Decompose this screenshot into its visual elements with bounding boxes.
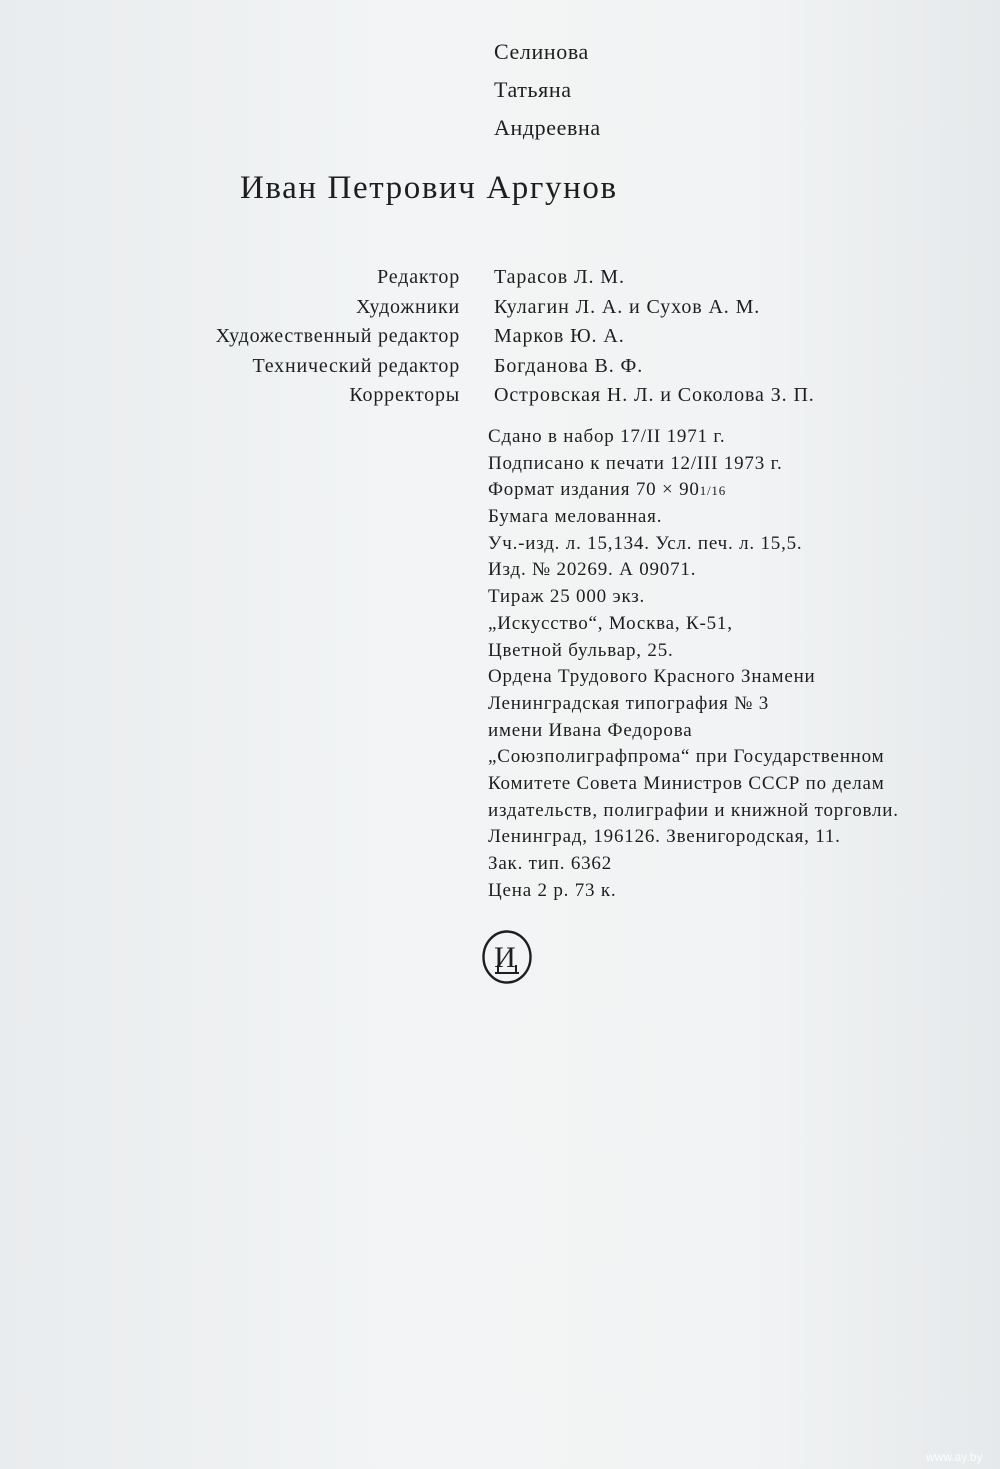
credit-row xyxy=(100,322,920,352)
credit-row xyxy=(100,293,920,323)
print-run-line: Тираж 25 000 экз. xyxy=(488,586,646,608)
format-sign: × xyxy=(662,479,674,501)
credit-role: Художественный редактор xyxy=(215,325,460,348)
sheets-line: Уч.-изд. л. 15,134. Усл. печ. л. 15,5. xyxy=(488,532,803,554)
author-block xyxy=(494,33,601,147)
credit-name: Богданова В. Ф. xyxy=(494,354,644,377)
printer-line: Ленинград, 196126. Звенигородская, 11. xyxy=(488,826,841,848)
author-first-name: Татьяна xyxy=(494,77,572,102)
format-fraction: 1/16 xyxy=(699,483,727,499)
credits-list xyxy=(100,263,920,411)
printer-line: издательств, полиграфии и книжной торговли. xyxy=(488,799,899,821)
price-line: Цена 2 р. 73 к. xyxy=(488,879,617,901)
credit-role: Редактор xyxy=(377,266,460,289)
order-line: Зак. тип. 6362 xyxy=(488,853,613,874)
credit-row xyxy=(100,263,920,293)
site-watermark: www.ay.by xyxy=(926,1450,983,1464)
printer-line: Ленинградская типография № 3 xyxy=(488,692,769,714)
printer-line: имени Ивана Федорова xyxy=(488,719,693,741)
publisher-address-line: Цветной бульвар, 25. xyxy=(488,639,674,661)
credit-role: Корректоры xyxy=(349,384,460,407)
imprint-block xyxy=(488,424,988,904)
format-line xyxy=(488,477,988,504)
credit-role: Художники xyxy=(356,295,460,318)
printer-line: Комитете Совета Министров СССР по делам xyxy=(488,772,885,794)
paper-line: Бумага мелованная. xyxy=(488,506,663,528)
author-surname: Селинова xyxy=(494,39,589,64)
credit-name: Марков Ю. А. xyxy=(494,325,625,348)
edition-number-line: Изд. № 20269. А 09071. xyxy=(488,559,697,581)
signed-to-print-line: Подписано к печати 12/III 1973 г. xyxy=(488,452,783,474)
credit-name: Тарасов Л. М. xyxy=(494,266,625,289)
credit-name: Кулагин Л. А. и Сухов А. М. xyxy=(494,295,761,318)
publisher-line: „Искусство“, Москва, К-51, xyxy=(488,612,733,634)
credit-name: Островская Н. Л. и Соколова З. П. xyxy=(494,384,815,407)
format-prefix: Формат издания 70 xyxy=(488,479,657,501)
sent-to-set-line: Сдано в набор 17/II 1971 г. xyxy=(488,426,726,447)
credit-row xyxy=(100,381,920,411)
credit-row xyxy=(100,352,920,382)
printer-line: Ордена Трудового Красного Знамени xyxy=(488,666,816,688)
format-suffix: 90 xyxy=(679,479,700,501)
book-title: Иван Петрович Аргунов xyxy=(240,170,618,206)
printer-line: „Союзполиграфпрома“ при Государственном xyxy=(488,746,885,768)
author-patronymic: Андреевна xyxy=(494,115,601,140)
credit-role: Технический редактор xyxy=(252,354,460,377)
publisher-logo-icon xyxy=(481,929,533,985)
publisher-logo-letter: И xyxy=(494,941,516,974)
